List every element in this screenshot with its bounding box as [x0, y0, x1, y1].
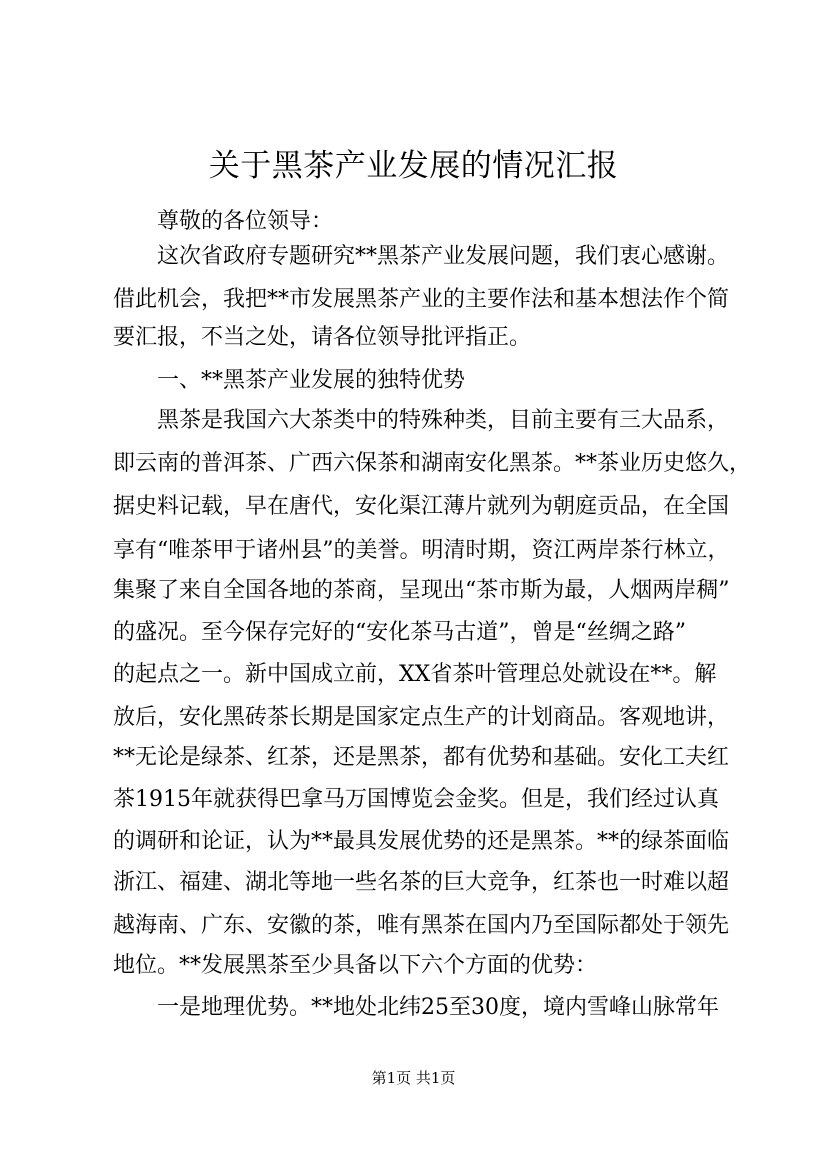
body-line: 放后，安化黑砖茶长期是国家定点生产的计划商品。客观地讲，	[113, 705, 730, 730]
salutation: 尊敬的各位领导：	[157, 209, 334, 234]
body-line: 集聚了来自全国各地的茶商，呈现出“茶市斯为最，人烟两岸稠”	[113, 578, 730, 603]
body-line: 即云南的普洱茶、广西六保茶和湖南安化黑茶。**茶业历史悠久，	[113, 451, 752, 476]
document-title: 关于黑茶产业发展的情况汇报	[208, 148, 619, 184]
body-line: 的起点之一。新中国成立前，XX省茶叶管理总处就设在**。解	[113, 662, 717, 687]
body-line: 借此机会，我把**市发展黑茶产业的主要作法和基本想法作个简	[113, 287, 730, 312]
section-heading: 一、**黑茶产业发展的独特优势	[157, 368, 466, 393]
body-line: 一是地理优势。**地处北纬25至30度，境内雪峰山脉常年	[157, 995, 719, 1020]
body-line: 地位。**发展黑茶至少具备以下六个方面的优势：	[113, 953, 598, 978]
body-line: **无论是绿茶、红茶，还是黑茶，都有优势和基础。安化工夫红	[113, 745, 730, 770]
body-line: 要汇报，不当之处，请各位领导批评指正。	[113, 325, 532, 350]
body-line: 茶1915年就获得巴拿马万国博览会金奖。但是，我们经过认真	[113, 787, 719, 812]
body-line: 越海南、广东、安徽的茶，唯有黑茶在国内乃至国际都处于领先	[113, 913, 730, 938]
body-line: 的调研和论证，认为**最具发展优势的还是黑茶。**的绿茶面临	[113, 829, 730, 854]
page-footer: 第1页 共1页	[371, 1069, 456, 1087]
body-line: 黑茶是我国六大茶类中的特殊种类，目前主要有三大品系，	[157, 408, 730, 433]
body-line: 的盛况。至今保存完好的“安化茶马古道”，曾是“丝绸之路”	[113, 620, 686, 645]
body-line: 享有“唯茶甲于诸州县”的美誉。明清时期，资江两岸茶行林立，	[113, 538, 730, 563]
body-line: 浙江、福建、湖北等地一些名茶的巨大竞争，红茶也一时难以超	[113, 870, 730, 895]
body-line: 这次省政府专题研究**黑茶产业发展问题，我们衷心感谢。	[157, 244, 730, 269]
body-line: 据史料记载，早在唐代，安化渠江薄片就列为朝庭贡品，在全国	[113, 494, 730, 519]
